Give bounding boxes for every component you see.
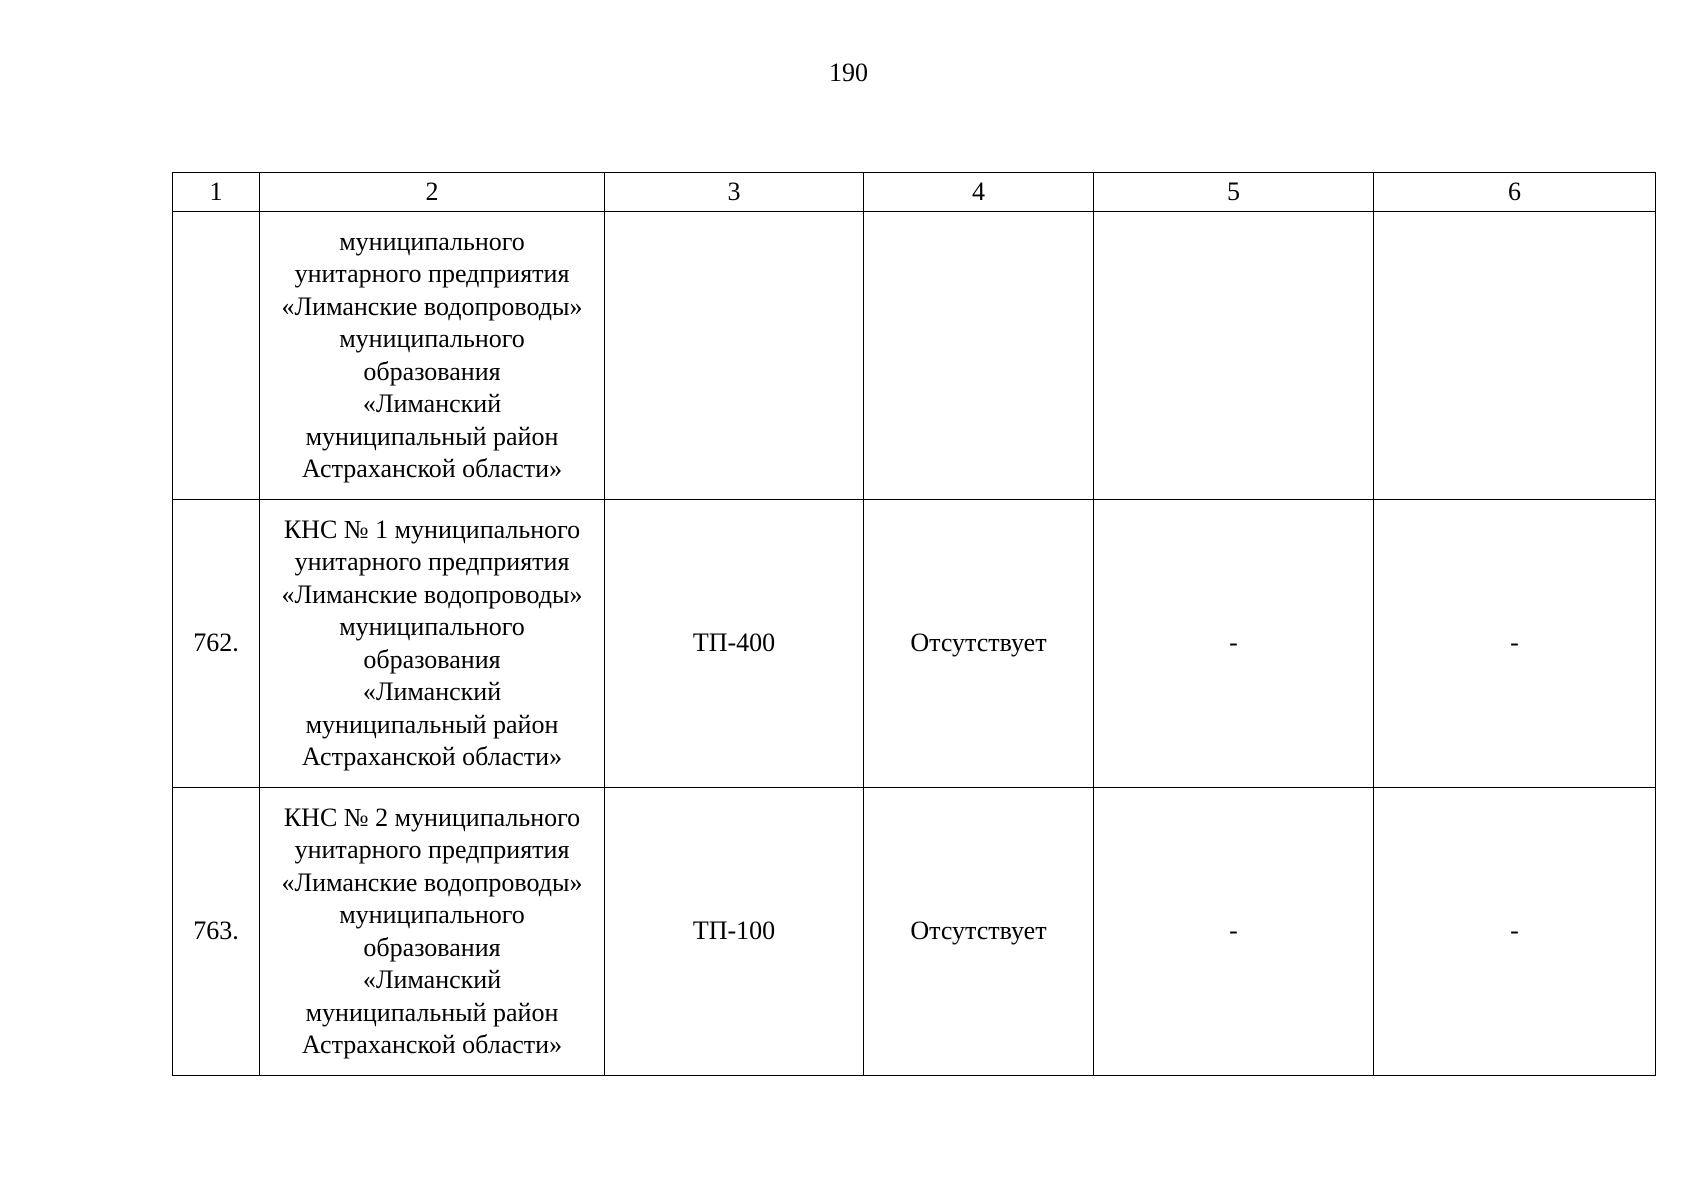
column-header: 5 bbox=[1094, 173, 1374, 212]
object-name-cell bbox=[260, 212, 605, 500]
column-5-cell bbox=[1094, 212, 1374, 500]
column-6-cell bbox=[1374, 212, 1656, 500]
data-table bbox=[172, 172, 1656, 1076]
object-name-text bbox=[264, 802, 600, 1062]
column-6-cell: - bbox=[1374, 788, 1656, 1076]
page-number: 190 bbox=[829, 58, 868, 87]
column-header: 1 bbox=[173, 173, 260, 212]
row-number-cell: 763. bbox=[173, 788, 260, 1076]
column-5-cell: - bbox=[1094, 788, 1374, 1076]
object-name-text bbox=[264, 226, 600, 486]
text-line: «Лиманские водопроводы» bbox=[281, 579, 583, 609]
column-header: 4 bbox=[864, 173, 1094, 212]
text-line: унитарного предприятия bbox=[294, 259, 570, 288]
text-line: муниципального bbox=[339, 900, 525, 929]
text-line: КНС № 2 муниципального bbox=[283, 802, 581, 832]
text-line: муниципального bbox=[339, 612, 525, 641]
text-line: «Лиманский bbox=[362, 965, 502, 994]
text-line: унитарного предприятия bbox=[294, 547, 570, 576]
text-line: КНС № 1 муниципального bbox=[283, 514, 581, 544]
text-line: Астраханской области» bbox=[301, 1030, 563, 1059]
text-line: муниципальный район bbox=[305, 997, 559, 1027]
row-number-cell bbox=[173, 212, 260, 500]
substation-cell: ТП-400 bbox=[605, 500, 864, 788]
substation-cell: ТП-100 bbox=[605, 788, 864, 1076]
status-cell: Отсутствует bbox=[864, 788, 1094, 1076]
substation-cell bbox=[605, 212, 864, 500]
column-5-cell: - bbox=[1094, 500, 1374, 788]
status-cell: Отсутствует bbox=[864, 500, 1094, 788]
text-line: муниципального bbox=[339, 324, 525, 353]
object-name-cell bbox=[260, 788, 605, 1076]
column-6-cell: - bbox=[1374, 500, 1656, 788]
text-line: муниципального bbox=[339, 226, 525, 256]
text-line: образования bbox=[363, 356, 501, 386]
object-name-cell bbox=[260, 500, 605, 788]
text-line: образования bbox=[363, 932, 501, 962]
text-line: Астраханской области» bbox=[301, 742, 563, 771]
column-header: 6 bbox=[1374, 173, 1656, 212]
table-row bbox=[173, 500, 1656, 788]
text-line: «Лиманские водопроводы» bbox=[281, 291, 583, 321]
table-row bbox=[173, 788, 1656, 1076]
text-line: муниципальный район bbox=[305, 421, 559, 451]
text-line: «Лиманский bbox=[362, 389, 502, 418]
text-line: «Лиманский bbox=[362, 677, 502, 706]
text-line: образования bbox=[363, 644, 501, 674]
table-row bbox=[173, 212, 1656, 500]
object-name-text bbox=[264, 514, 600, 774]
text-line: Астраханской области» bbox=[301, 454, 563, 483]
text-line: «Лиманские водопроводы» bbox=[281, 867, 583, 897]
text-line: унитарного предприятия bbox=[294, 835, 570, 864]
status-cell bbox=[864, 212, 1094, 500]
column-header: 3 bbox=[605, 173, 864, 212]
table-header-row bbox=[173, 173, 1656, 212]
row-number-cell: 762. bbox=[173, 500, 260, 788]
column-header: 2 bbox=[260, 173, 605, 212]
text-line: муниципальный район bbox=[305, 709, 559, 739]
